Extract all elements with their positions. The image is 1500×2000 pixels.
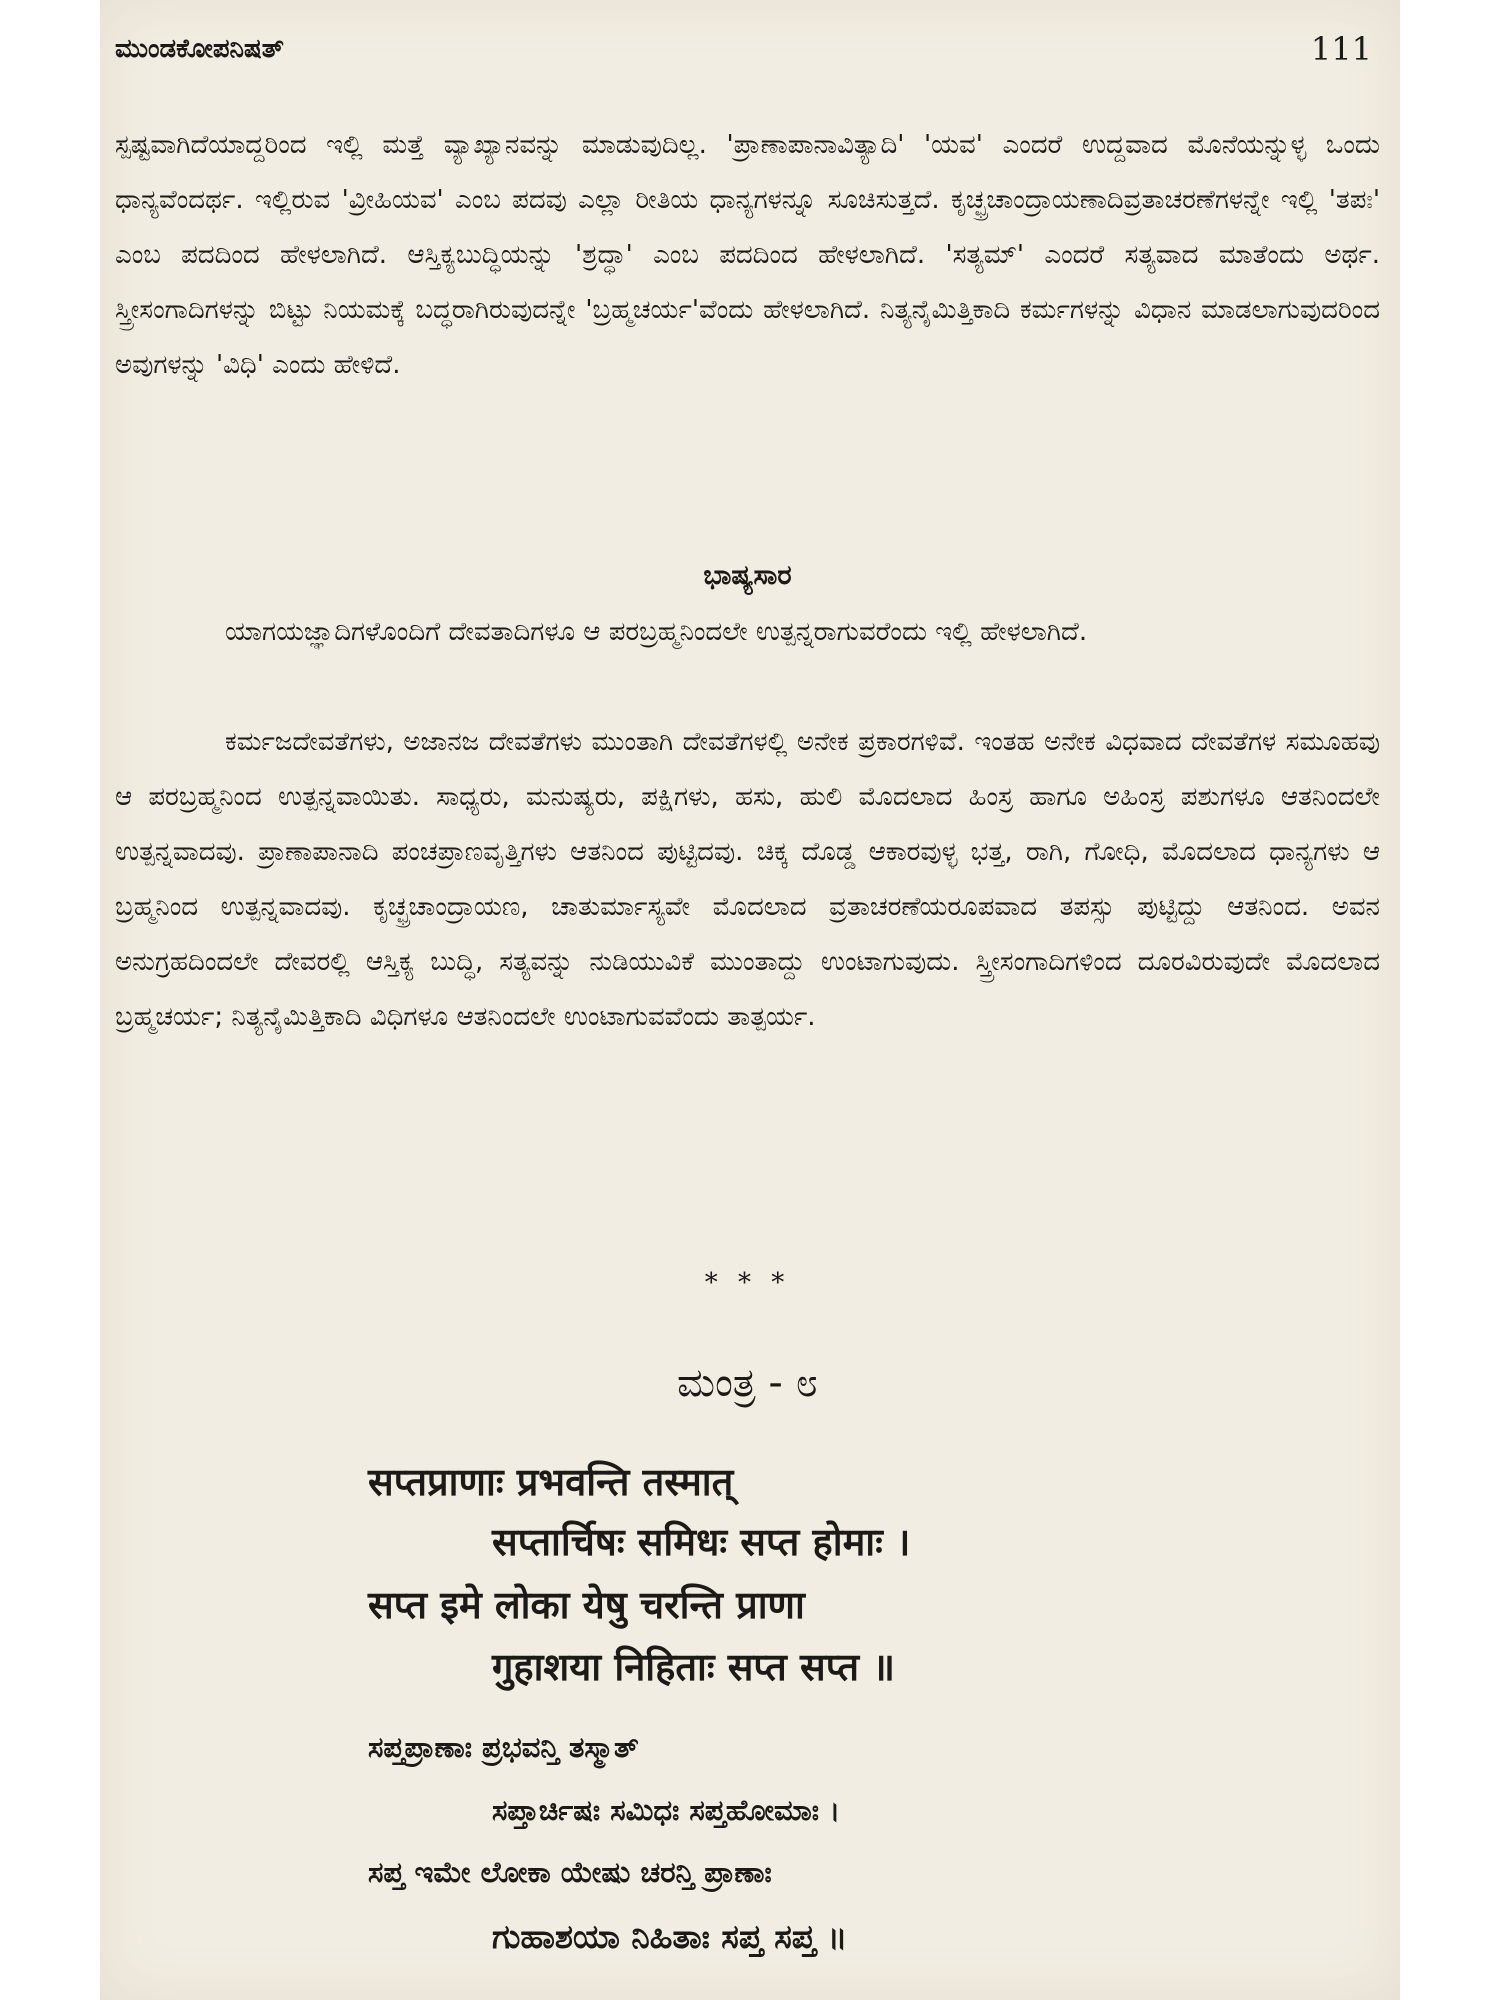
kannada-verse-line-2: ಸಪ್ತಾರ್ಚಿಷಃ ಸಮಿಧಃ ಸಪ್ತಹೋಮಾಃ । [492, 1793, 841, 1827]
section-separator: * * * [704, 1268, 791, 1298]
page-number: 111 [1310, 30, 1372, 68]
kannada-verse-line-3: ಸಪ್ತ ಇಮೇ ಲೋಕಾ ಯೇಷು ಚರನ್ತಿ ಪ್ರಾಣಾಃ [368, 1855, 772, 1889]
bhashyasara-paragraph-1: ಯಾಗಯಜ್ಞಾದಿಗಳೊಂದಿಗೆ ದೇವತಾದಿಗಳೂ ಆ ಪರಬ್ರಹ್ಮನಿಂದಲೇ ಉತ್ಪನ್ನರಾಗುವರೆಂದು ಇಲ್ಲಿ ಹೇಳಲಾಗಿದೆ. [225, 617, 1088, 647]
devanagari-verse-line-4: गुहाशया निहिताः सप्त सप्त ॥ [492, 1645, 896, 1689]
right-margin [1400, 0, 1500, 2000]
bhashyasara-paragraph-2: ಕರ್ಮಜದೇವತೆಗಳು, ಅಜಾನಜ ದೇವತೆಗಳು ಮುಂತಾಗಿ ದೇವತೆಗಳಲ್ಲಿ ಅನೇಕ ಪ್ರಕಾರಗಳಿವೆ. ಇಂತಹ ಅನೇಕ ವಿಧವಾದ ದೇವತೆಗಳ ಸಮೂಹವು ಆ ಪರಬ್ರಹ್ಮನಿಂದ ಉತ್ಪನ್ನವಾಯಿತು. ಸಾಧ್ಯರು, ಮನುಷ್ಯರು, ಪಕ್ಷಿಗಳು, ಹಸು, ಹುಲಿ ಮೊದಲಾದ ಹಿಂಸ್ರ ಹಾಗೂ ಅಹಿಂಸ್ರ ಪಶುಗಳೂ ಆತನಿಂದಲೇ ಉತ್ಪನ್ನವಾದವು. ಪ್ರಾಣಾಪಾನಾದಿ ಪಂಚಪ್ರಾಣವೃತ್ತಿಗಳು ಆತನಿಂದ ಪುಟ್ಟಿದವು. ಚಿಕ್ಕ ದೊಡ್ಡ ಆಕಾರವುಳ್ಳ ಭತ್ತ, ರಾಗಿ, ಗೋಧಿ, ಮೊದಲಾದ ಧಾನ್ಯಗಳು ಆ ಬ್ರಹ್ಮನಿಂದ ಉತ್ಪನ್ನವಾದವು. ಕೃಚ್ಛ್ರಚಾಂದ್ರಾಯಣ, ಚಾತುರ್ಮಾಸ್ಯವೇ ಮೊದಲಾದ ವ್ರತಾಚರಣೆಯರೂಪವಾದ ತಪಸ್ಸು ಪುಟ್ಟಿದ್ದು ಆತನಿಂದ. ಅವನ ಅನುಗ್ರಹದಿಂದಲೇ ದೇವರಲ್ಲಿ ಆಸ್ತಿಕ್ಯ ಬುದ್ಧಿ, ಸತ್ಯವನ್ನು ನುಡಿಯುವಿಕೆ ಮುಂತಾದ್ದು ಉಂಟಾಗುವುದು. ಸ್ತ್ರೀಸಂಗಾದಿಗಳಿಂದ ದೂರವಿರುವುದೇ ಮೊದಲಾದ ಬ್ರಹ್ಮಚರ್ಯ; ನಿತ್ಯನೈಮಿತ್ತಿಕಾದಿ ವಿಧಿಗಳೂ ಆತನಿಂದಲೇ ಉಂಟಾಗುವವೆಂದು ತಾತ್ಪರ್ಯ. [115, 727, 1380, 1032]
devanagari-verse-line-1: सप्तप्राणाः प्रभवन्ति तस्मात् [368, 1460, 734, 1504]
mantra-title: ಮಂತ್ರ - ೮ [677, 1360, 818, 1406]
intro-paragraph: ಸ್ಪಷ್ಟವಾಗಿದೆಯಾದ್ದರಿಂದ ಇಲ್ಲಿ ಮತ್ತೆ ವ್ಯಾಖ್ಯಾನವನ್ನು ಮಾಡುವುದಿಲ್ಲ. 'ಪ್ರಾಣಾಪಾನಾವಿತ್ಯಾದಿ' 'ಯವ' ಎಂದರೆ ಉದ್ದವಾದ ಮೊನೆಯನ್ನುಳ್ಳ ಒಂದು ಧಾನ್ಯವೆಂದರ್ಥ. ಇಲ್ಲಿರುವ 'ವ್ರೀಹಿಯವ' ಎಂಬ ಪದವು ಎಲ್ಲಾ ರೀತಿಯ ಧಾನ್ಯಗಳನ್ನೂ ಸೂಚಿಸುತ್ತದೆ. ಕೃಚ್ಛ್ರಚಾಂದ್ರಾಯಣಾದಿವ್ರತಾಚರಣೆಗಳನ್ನೇ ಇಲ್ಲಿ 'ತಪಃ' ಎಂಬ ಪದದಿಂದ ಹೇಳಲಾಗಿದೆ. ಆಸ್ತಿಕ್ಯಬುದ್ಧಿಯನ್ನು 'ಶ್ರದ್ಧಾ' ಎಂಬ ಪದದಿಂದ ಹೇಳಲಾಗಿದೆ. 'ಸತ್ಯಮ್' ಎಂದರೆ ಸತ್ಯವಾದ ಮಾತೆಂದು ಅರ್ಥ. ಸ್ತ್ರೀಸಂಗಾದಿಗಳನ್ನು ಬಿಟ್ಟು ನಿಯಮಕ್ಕೆ ಬದ್ಧರಾಗಿರುವುದನ್ನೇ 'ಬ್ರಹ್ಮಚರ್ಯ'ವೆಂದು ಹೇಳಲಾಗಿದೆ. ನಿತ್ಯನೈಮಿತ್ತಿಕಾದಿ ಕರ್ಮಗಳನ್ನು ವಿಧಾನ ಮಾಡಲಾಗುವುದರಿಂದ ಅವುಗಳನ್ನು 'ವಿಧಿ' ಎಂದು ಹೇಳಿದೆ. [115, 130, 1380, 380]
devanagari-verse-line-3: सप्त इमे लोका येषु चरन्ति प्राणा [368, 1583, 805, 1627]
kannada-verse-line-4: ಗುಹಾಶಯಾ ನಿಹಿತಾಃ ಸಪ್ತ ಸಪ್ತ ॥ [492, 1917, 848, 1956]
running-header: ಮುಂಡಕೋಪನಿಷತ್ [115, 34, 284, 64]
devanagari-verse-line-2: सप्तार्चिषः समिधः सप्त होमाः । [492, 1520, 911, 1564]
kannada-verse-line-1: ಸಪ್ತಪ್ರಾಣಾಃ ಪ್ರಭವನ್ತಿ ತಸ್ಮಾತ್ [368, 1730, 639, 1764]
section-heading: ಭಾಷ್ಯಸಾರ [703, 560, 792, 591]
left-margin [0, 0, 100, 2000]
